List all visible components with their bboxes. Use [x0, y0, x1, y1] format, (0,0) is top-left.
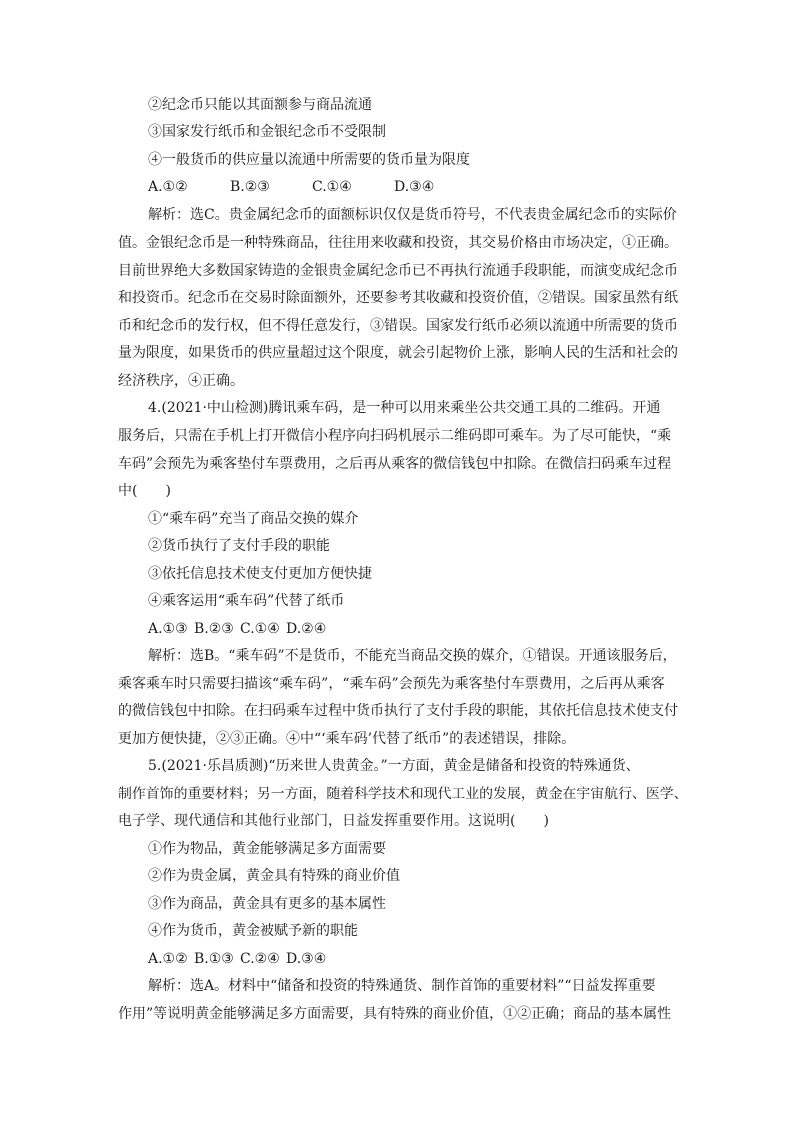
analysis-line: 经济秩序，④正确。	[118, 373, 244, 389]
analysis-line: 解析：选A。材料中“储备和投资的特殊通货、制作首饰的重要材料”“日益发挥重要	[148, 978, 656, 994]
option-c: C.①④	[240, 621, 280, 637]
question-stem: 5.(2021·乐昌质测)“历来世人贵黄金。”一方面，黄金是储备和投资的特殊通货、	[148, 758, 640, 774]
question-stem: 车码”会预先为乘客垫付车票费用，之后再从乘客的微信钱包中扣除。在微信扫码乘车过程	[118, 456, 672, 472]
statement: ②货币执行了支付手段的职能	[148, 538, 330, 554]
option-a: A.①②	[148, 951, 188, 967]
option-d: D.③④	[394, 179, 435, 195]
statement: ②纪念币只能以其面额参与商品流通	[148, 97, 372, 113]
options-row	[148, 950, 688, 969]
statement: ④一般货币的供应量以流通中所需要的货币量为限度	[148, 152, 470, 168]
option-c: C.②④	[240, 951, 280, 967]
analysis-line: 解析：选B。“乘车码”不是货币，不能充当商品交换的媒介，①错误。开通该服务后，	[148, 648, 677, 664]
question-stem: 中( )	[118, 483, 171, 499]
options-row	[148, 620, 688, 639]
question-stem: 制作首饰的重要材料；另一方面，随着科学技术和现代工业的发展，黄金在宇宙航行、医学、	[118, 786, 688, 802]
question-stem: 服务后，只需在手机上打开微信小程序向扫码机展示二维码即可乘车。为了尽可能快，“乘	[118, 428, 672, 444]
statement: ①“乘车码”充当了商品交换的媒介	[148, 511, 359, 527]
analysis-line: 目前世界绝大多数国家铸造的金银贵金属纪念币已不再执行流通手段职能，而演变成纪念币	[118, 263, 678, 279]
statement: ③依托信息技术使支付更加方便快捷	[148, 566, 372, 582]
analysis-line: 的微信钱包中扣除。在扫码乘车过程中货币执行了支付手段的职能，其依托信息技术使支付	[118, 703, 678, 719]
analysis-line: 币和纪念币的发行权，但不得任意发行，③错误。国家发行纸币必须以流通中所需要的货币	[118, 318, 678, 334]
option-b: B.②③	[194, 621, 234, 637]
analysis-line: 量为限度，如果货币的供应量超过这个限度，就会引起物价上涨，影响人民的生活和社会的	[118, 345, 678, 361]
question-stem: 4.(2021·中山检测)腾讯乘车码，是一种可以用来乘坐公共交通工具的二维码。开通	[148, 400, 661, 416]
statement: ④作为货币，黄金被赋予新的职能	[148, 923, 358, 939]
option-b: B.①③	[194, 951, 234, 967]
statement: ③作为商品，黄金具有更多的基本属性	[148, 896, 386, 912]
analysis-line: 乘客乘车时只需要扫描该“乘车码”，“乘车码”会预先为乘客垫付车票费用，之后再从乘客	[118, 676, 665, 692]
analysis-line: 值。金银纪念币是一种特殊商品，往往用来收藏和投资，其交易价格由市场决定，①正确。	[118, 235, 678, 251]
option-d: D.③④	[286, 951, 327, 967]
analysis-line: 更加方便快捷，②③正确。④中“‘乘车码’代替了纸币”的表述错误，排除。	[118, 731, 576, 747]
statement: ③国家发行纸币和金银纪念币不受限制	[148, 124, 386, 140]
option-a: A.①②	[148, 179, 188, 195]
options-row	[148, 178, 688, 197]
analysis-line: 解析：选C。贵金属纪念币的面额标识仅仅是货币符号，不代表贵金属纪念币的实际价	[148, 207, 677, 223]
option-a: A.①③	[148, 621, 188, 637]
statement: ④乘客运用“乘车码”代替了纸币	[148, 593, 345, 609]
option-d: D.②④	[286, 621, 327, 637]
analysis-line: 作用”等说明黄金能够满足多方面需要，具有特殊的商业价值，①②正确；商品的基本属性	[118, 1006, 672, 1022]
analysis-line: 和投资币。纪念币在交易时除面额外，还要参考其收藏和投资价值，②错误。国家虽然有纸	[118, 290, 678, 306]
option-b: B.②③	[230, 179, 270, 195]
question-stem: 电子学、现代通信和其他行业部门，日益发挥重要作用。这说明( )	[118, 813, 549, 829]
statement: ①作为物品，黄金能够满足多方面需要	[148, 841, 386, 857]
option-c: C.①④	[312, 179, 352, 195]
statement: ②作为贵金属，黄金具有特殊的商业价值	[148, 868, 400, 884]
